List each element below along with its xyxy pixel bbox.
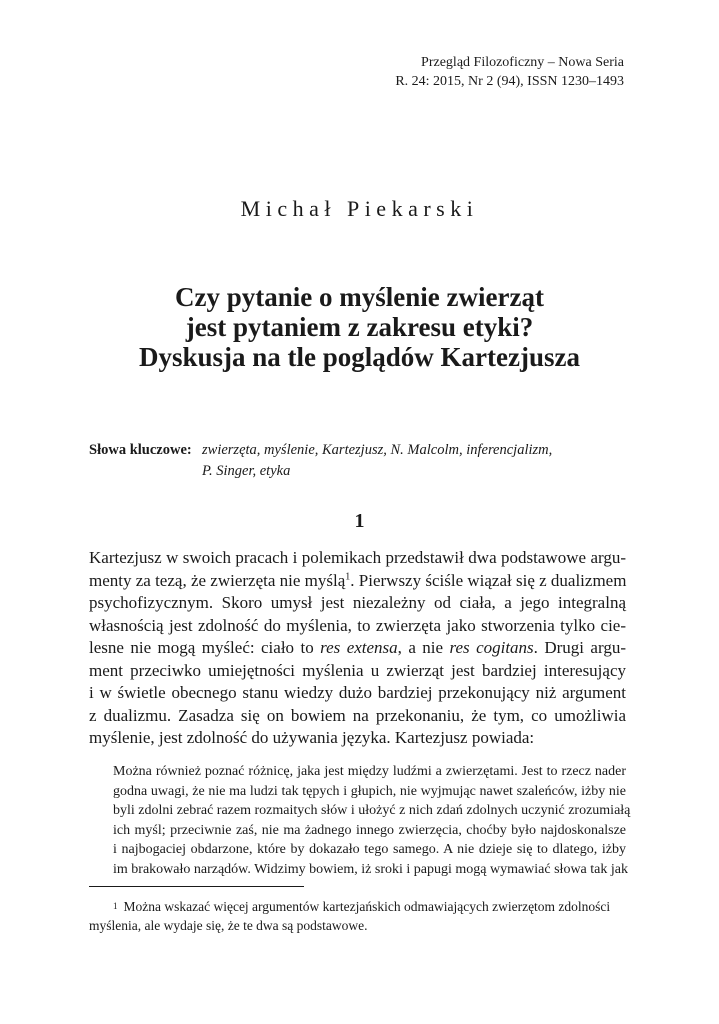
title-line-1: Czy pytanie o myślenie zwierząt [175,282,544,312]
latin-term: res cogitans [449,638,534,657]
footnote-line [89,897,626,916]
quote-line: godna uwagi, że nie ma ludzi tak tępych i głupich, nie wyjmując nawet szaleńców, iżby nie [113,783,626,799]
quote-line: Można również poznać różnicę, jaka jest między ludźmi a zwierzętami. Jest to rzecz nader [113,764,626,779]
body-text-fragment: menty za tezą, że zwierzęta nie myślą [89,570,346,590]
footnote-marker: 1 [113,901,118,911]
author-name: Michał Piekarski [240,196,479,221]
title-line-2: jest pytaniem z zakresu etyki? [185,312,534,342]
quote-line: ich myśl; przeciwnie zaś, nie ma żadnego innego zwierzęcia, choćby było najdoskonalsze [113,822,626,838]
quote-line: byli zdolni zebrać razem rozmaitych słów i ułożyć z nich zdań zdolnych uczynić zrozumiałą [113,803,631,818]
keywords-line-2: P. Singer, etyka [202,463,291,479]
section-number: 1 [354,510,365,532]
title-line-3: Dyskusja na tle poglądów Kartezjusza [138,342,580,372]
body-line: ment przeciwko umiejętności myślenia u zwierząt jest bardziej interesujący [89,660,626,680]
body-line: psychofizycznym. Skoro umysł jest niezależny od ciała, a jego integralną [89,593,626,612]
journal-issue: R. 24: 2015, Nr 2 (94), ISSN 1230–1493 [395,74,624,89]
body-line [89,637,626,660]
footnote-text: Można wskazać więcej argumentów kartezjańskich odmawiających zwierzętom zdolności [123,899,611,914]
quote-line: im brakowało narządów. Widzimy bowiem, iż sroki i papugi mogą wymawiać słowa tak jak [113,861,628,877]
footnote-reference[interactable]: 1 [345,570,351,582]
body-text-fragment: lesne nie mogą myśleć: ciało to [89,638,321,657]
latin-term: res extensa [320,638,398,657]
body-line: myślenie, jest zdolność do używania języka. Kartezjusz powiada: [89,728,535,747]
body-line: i w świetle obecnego stanu wiedzy dużo bardziej przekonujący niż argument [89,683,626,702]
footnote-divider [89,886,304,887]
body-line: Kartezjusz w swoich pracach i polemikach przedstawił dwa podstawowe argu- [89,548,626,567]
keywords-label: Słowa kluczowe: [89,442,192,458]
footnote [89,897,626,935]
footnote-line: myślenia, ale wydaje się, że te dwa są podstawowe. [89,918,368,933]
body-text-fragment: . Pierwszy ściśle wiązał się z dualizmem [350,570,627,590]
journal-header [395,53,624,91]
body-line [89,570,626,593]
article-title [0,282,719,372]
body-paragraph [89,547,626,750]
block-quote [113,762,631,879]
body-text-fragment: , a nie [397,638,450,657]
body-line: z dualizmu. Zasadza się on bowiem na przekonaniu, że tym, co umożliwia [89,705,626,725]
body-text-fragment: . Drugi argu- [533,638,626,657]
keywords-line-1: zwierzęta, myślenie, Kartezjusz, N. Malcolm, inferencjalizm, [202,442,553,458]
journal-name: Przegląd Filozoficzny – Nowa Seria [421,55,624,70]
body-line: własnością jest zdolność do myślenia, to zwierzęta jako stworzenia tylko cie- [89,615,626,635]
quote-line: i najbogaciej obdarzone, które by dokazało tego samego. A nie dzieje się to dlatego, iżby [113,842,626,857]
